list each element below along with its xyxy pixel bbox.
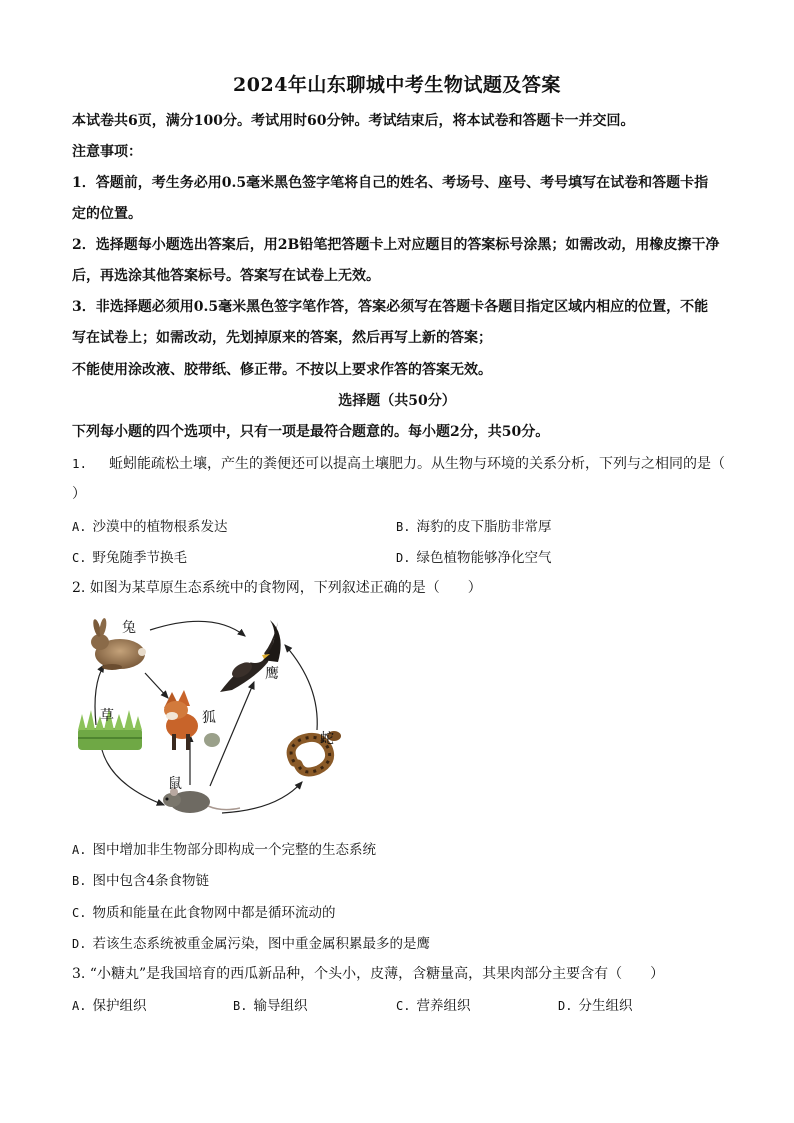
- food-web-figure: [72, 610, 392, 825]
- question-number: 1.: [72, 456, 88, 471]
- label-snake: 蛇: [320, 731, 334, 747]
- q3-option-b: B. 输导组织: [233, 998, 308, 1014]
- q3-option-d: D. 分生组织: [558, 998, 633, 1014]
- q1-option-d: D. 绿色植物能够净化空气: [396, 550, 552, 566]
- arrow-mouse-to-eagle: [210, 682, 254, 786]
- q2-option-b: B. 图中包含4条食物链: [72, 873, 210, 889]
- notice-line: 不能使用涂改液、胶带纸、修正带。不按以上要求作答的答案无效。: [72, 362, 492, 378]
- notice-line: 2．选择题每小题选出答案后，用2B铅笔把答题卡上对应题目的答案标号涂黑；如需改动，用橡皮擦干净: [72, 237, 720, 253]
- rabbit-image: [91, 618, 146, 670]
- q1-option-b: B. 海豹的皮下脂肪非常厚: [396, 519, 552, 535]
- notice-line: 1．答题前，考生务必用0.5毫米黑色签字笔将自己的姓名、考场号、座号、考号填写在试卷和答题卡指: [72, 175, 709, 191]
- q2-option-a: A. 图中增加非生物部分即构成一个完整的生态系统: [72, 842, 376, 858]
- question-3: 3. “小糖丸”是我国培育的西瓜新品种，个头小，皮薄，含糖量高，其果肉部分主要含有（ ）: [72, 966, 665, 982]
- question-1-continuation: ）: [72, 486, 86, 502]
- q3-option-a: A. 保护组织: [72, 998, 147, 1014]
- label-mouse: 鼠: [168, 776, 182, 792]
- page-title: 2024年山东聊城中考生物试题及答案: [233, 74, 561, 96]
- arrow-rabbit-to-fox: [145, 673, 168, 698]
- question-text: 蚯蚓能疏松土壤，产生的粪便还可以提高土壤肥力。从生物与环境的关系分析，下列与之相同的是（: [109, 456, 726, 472]
- q2-option-d: D. 若该生态系统被重金属污染，图中重金属积累最多的是鹰: [72, 936, 430, 952]
- arrow-rabbit-to-eagle: [150, 621, 245, 636]
- arrow-grass-to-mouse: [102, 750, 164, 805]
- arrow-snake-to-eagle: [285, 645, 317, 730]
- intro-text: 本试卷共6页，满分100分。考试用时60分钟。考试结束后，将本试卷和答题卡一并交回。: [72, 113, 635, 129]
- q2-option-c: C. 物质和能量在此食物网中都是循环流动的: [72, 905, 336, 921]
- label-eagle: 鹰: [265, 666, 279, 682]
- q3-option-c: C. 营养组织: [396, 998, 471, 1014]
- label-grass: 草: [100, 708, 114, 724]
- notice-heading: 注意事项：: [72, 144, 142, 160]
- notice-line: 定的位置。: [72, 206, 142, 222]
- question-2: 2. 如图为某草原生态系统中的食物网，下列叙述正确的是（ ）: [72, 580, 482, 596]
- label-fox: 狐: [202, 710, 216, 726]
- section-description: 下列每小题的四个选项中，只有一项是最符合题意的。每小题2分，共50分。: [72, 424, 550, 440]
- q1-option-c: C. 野兔随季节换毛: [72, 550, 187, 566]
- notice-line: 3．非选择题必须用0.5毫米黑色签字笔作答，答案必须写在答题卡各题目指定区域内相应的位置，不能: [72, 299, 709, 315]
- notice-line: 后，再选涂其他答案标号。答案写在试卷上无效。: [72, 268, 380, 284]
- section-title: 选择题（共50分）: [338, 393, 456, 409]
- q1-option-a: A. 沙漠中的植物根系发达: [72, 519, 228, 535]
- notice-line: 写在试卷上；如需改动，先划掉原来的答案，然后再写上新的答案；: [72, 330, 492, 346]
- label-rabbit: 兔: [122, 620, 136, 636]
- question-1: [72, 453, 725, 473]
